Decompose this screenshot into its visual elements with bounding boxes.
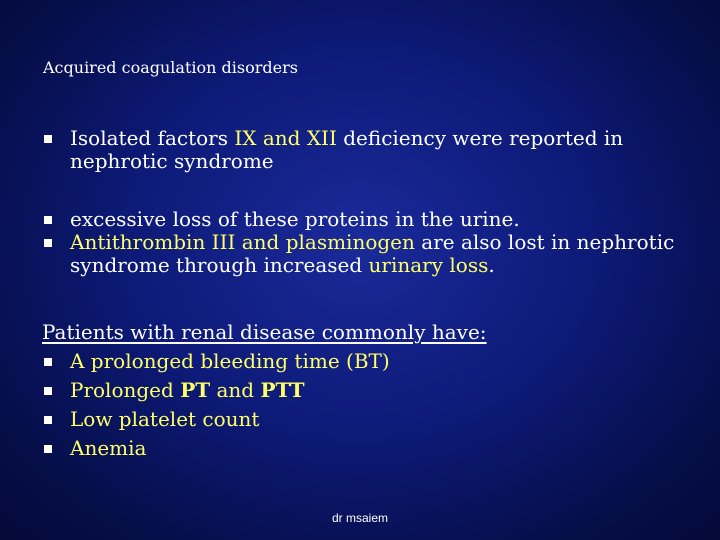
bullet-text: [70, 378, 305, 402]
slide-title: Acquired coagulation disorders: [43, 58, 298, 77]
square-bullet-icon: [44, 387, 52, 395]
list-item: [42, 127, 682, 173]
list-item: [42, 405, 682, 434]
highlight-bold-text: PTT: [260, 378, 305, 402]
highlight-text: and: [210, 378, 261, 402]
square-bullet-icon: [44, 216, 52, 224]
bullet-text: [70, 230, 674, 277]
square-bullet-icon: [44, 445, 52, 453]
square-bullet-icon: [44, 239, 52, 247]
section-heading: Patients with renal disease commonly have:: [42, 320, 487, 344]
bullet-text: excessive loss of these proteins in the urine.: [70, 207, 520, 231]
list-item: [42, 208, 682, 231]
highlight-text: urinary loss: [368, 253, 489, 277]
text-segment: are also lost in nephrotic syndrome through increased: [70, 230, 675, 277]
bullet-list-3: [42, 318, 682, 463]
bullet-text: Low platelet count: [70, 407, 260, 431]
bullet-text: [70, 126, 623, 173]
square-bullet-icon: [44, 416, 52, 424]
square-bullet-icon: [44, 135, 52, 143]
slide-footer: dr msaiem: [331, 511, 388, 525]
highlight-bold-text: PT: [180, 378, 211, 402]
highlight-text: Prolonged: [70, 378, 181, 402]
highlight-text: Antithrombin III and plasminogen: [70, 230, 415, 254]
highlight-text: IX and XII: [234, 126, 337, 150]
square-bullet-icon: [44, 358, 52, 366]
text-segment: deficiency were reported in nephrotic syndrome: [70, 126, 624, 173]
list-item: [42, 434, 682, 463]
list-item: [42, 376, 682, 405]
text-segment: .: [488, 253, 495, 277]
list-item: [42, 231, 682, 277]
bullet-text: A prolonged bleeding time (BT): [70, 349, 390, 373]
bullet-list-2: [42, 208, 682, 277]
bullet-text: Anemia: [70, 436, 147, 460]
text-segment: Isolated factors: [70, 126, 235, 150]
list-item: [42, 347, 682, 376]
bullet-list-1: [42, 127, 682, 173]
